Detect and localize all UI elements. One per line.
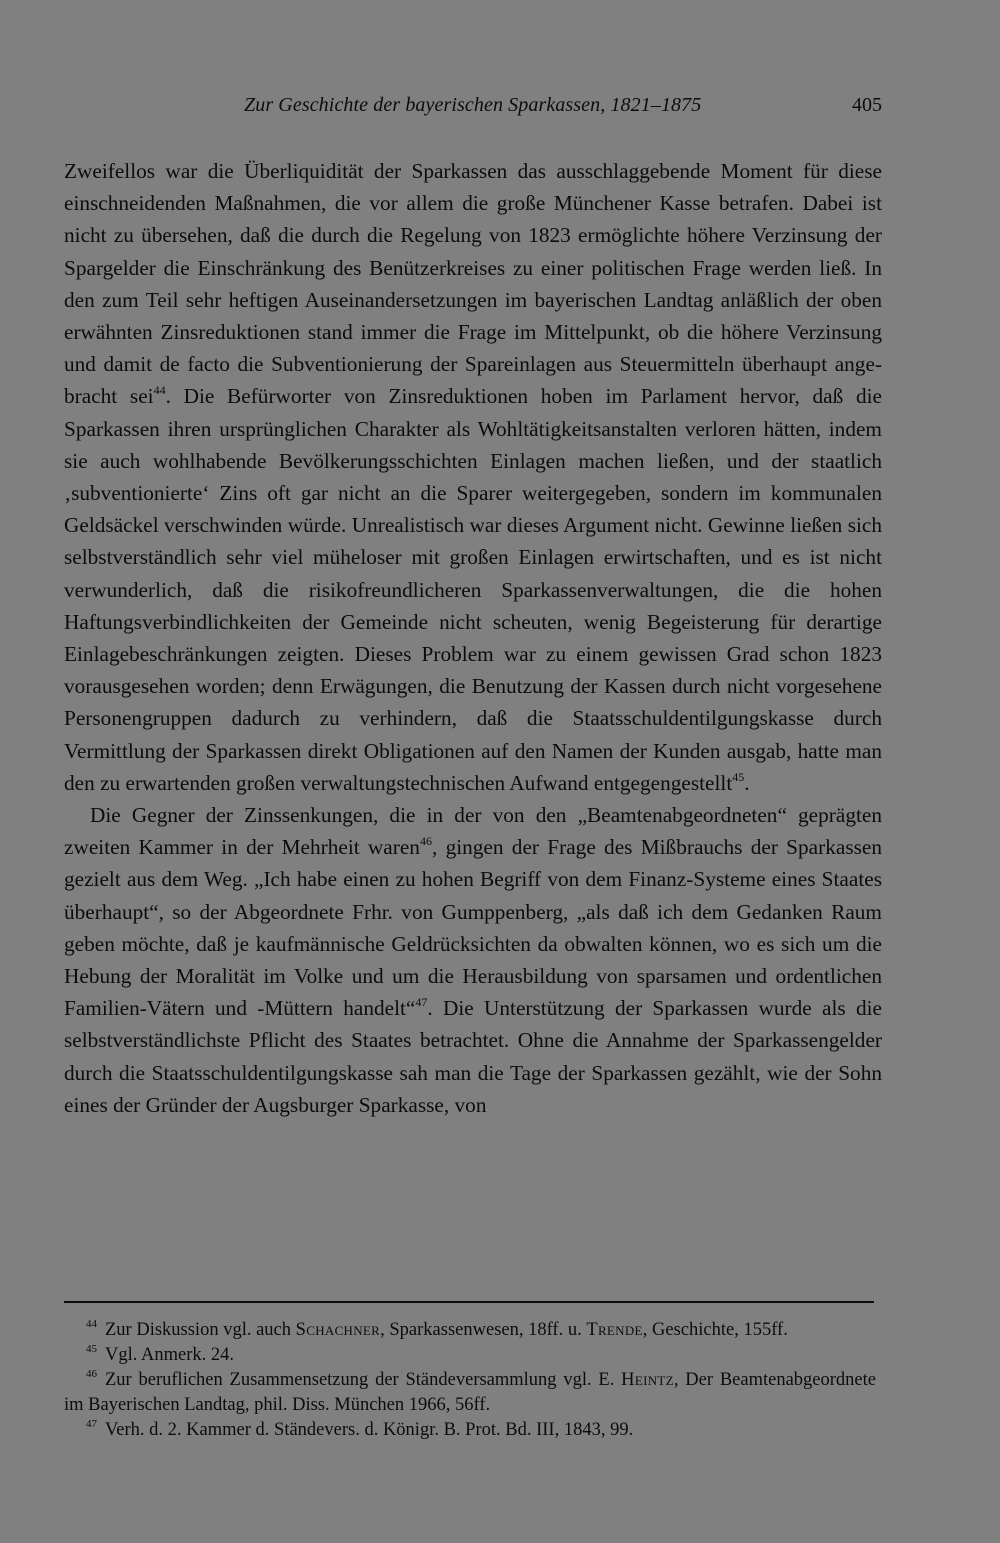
- text-segment: , gingen der Frage des Mißbrauchs der Sparkassen gezielt aus dem Weg. „Ich habe einen zu hohen Begriff von dem Finanz-Systeme eines Staates überhaupt“, so der Abgeordnete Frhr. von Gumppenberg, „als daß ich dem Gedanken Raum geben möchte, daß je kaufmännische Geldrücksichten da obwalten können, wo es sich um die Hebung der Moralität im Volke und um die Herausbildung von sparsamen und ordentlichen Familien-Vätern und -Müttern handelt“: [64, 835, 883, 1021]
- footnote-number: 46: [86, 1368, 97, 1380]
- footnote-text: Zur beruflichen Zusammensetzung der Ständeversammlung vgl. E.: [105, 1370, 622, 1390]
- footnote-reference: 45: [732, 769, 745, 784]
- footnote-number: 45: [86, 1343, 97, 1355]
- footnote-divider: [64, 1301, 874, 1303]
- text-segment: Die Gegner der Zinssenkungen, die in der von den „Beamtenabgeordneten“ geprägten zweiten Kammer in der Mehrheit waren: [64, 803, 882, 860]
- footnote: [64, 1343, 876, 1368]
- footnote: [64, 1318, 876, 1343]
- main-text: [64, 155, 882, 1121]
- footnote-number: 47: [86, 1418, 97, 1430]
- footnote-text: , Sparkassenwesen, 18ff. u.: [380, 1320, 587, 1340]
- author-name: Schachner: [295, 1320, 381, 1340]
- footnote-text: Zur Diskussion vgl. auch: [105, 1320, 296, 1340]
- text-segment: . Die Befürworter von Zinsreduktionen hoben im Parlament hervor, daß die Sparkassen ihren ursprünglichen Charakter als Wohltätigkeitsanstalten verloren hätten, indem sie auch wohlhabende Bevölkerungsschichten Einlagen machen ließen, und der staatlich ‚subventionierte‘ Zins oft gar nicht an die Sparer weitergegeben, sondern im kommunalen Geldsäckel verschwinden würde. Unrealistisch war dieses Argument nicht. Gewinne ließen sich selbstverständlich sehr viel müheloser mit großen Einlagen erwirtschaften, und es ist nicht verwunderlich, daß die risikofreundlicheren Sparkassenverwaltungen, die die hohen Haftungsverbindlichkeiten der Gemeinde nicht scheuten, wenig Begeisterung für derartige Einlagebeschränkungen zeigten. Dieses Problem war zu einem gewissen Grad schon 1823 vorausgesehen worden; denn Erwägungen, die Benutzung der Kassen durch nicht vorgesehene Personengruppen dadurch zu verhindern, daß die Staatsschuldentilgungskasse durch Vermittlung der Sparkassen direkt Obligationen auf den Namen der Kunden ausgab, hatte man den zu erwartenden großen verwaltungstechnischen Aufwand entgegengestellt: [64, 384, 882, 795]
- page-number: 405: [852, 94, 882, 116]
- footnotes: [64, 1318, 876, 1443]
- footnote-text: Verh. d. 2. Kammer d. Ständevers. d. Königr. B. Prot. Bd. III, 1843, 99.: [105, 1420, 634, 1440]
- footnote-reference: 47: [415, 995, 428, 1010]
- author-name: Heintz: [621, 1370, 674, 1390]
- footnote-text: , Geschichte, 155ff.: [642, 1320, 788, 1340]
- footnote: [64, 1418, 876, 1443]
- footnote-text: , Der Beamtenabgeordnete im Bayerischen Landtag, phil. Diss. München 1966, 56ff.: [64, 1370, 876, 1415]
- author-name: Trende: [586, 1320, 643, 1340]
- text-segment: .: [744, 770, 750, 795]
- footnote-text: Vgl. Anmerk. 24.: [105, 1345, 234, 1365]
- paragraph: [64, 155, 882, 799]
- text-segment: . Die Unterstützung der Sparkassen wurde als die selbstverständlichste Pflicht des Staates betrachtet. Ohne die Annahme der Sparkassengelder durch die Staatsschuldentilgungskasse sah man die Tage der Sparkassen gezählt, wie der Sohn eines der Gründer der Augsburger Sparkasse, von: [64, 996, 882, 1117]
- running-title: Zur Geschichte der bayerischen Sparkassen, 1821–1875: [244, 94, 702, 116]
- text-segment: Zweifellos war die Überliquidität der Sparkassen das ausschlaggebende Moment für diese einschneidenden Maßnahmen, die vor allem die große Münchener Kasse betrafen. Dabei ist nicht zu übersehen, daß die durch die Regelung von 1823 ermöglichte höhere Verzinsung der Spargelder die Einschränkung des Benützerkreises zu einer politischen Frage werden ließ. In den zum Teil sehr heftigen Auseinandersetzungen im bayerischen Landtag anläßlich der oben erwähnten Zinsreduktionen stand immer die Frage im Mittelpunkt, ob die höhere Verzinsung und damit de facto die Subventionierung der Spareinlagen aus Steuermitteln überhaupt angebracht sei: [64, 159, 882, 409]
- paragraph: [64, 799, 882, 1121]
- footnote: [64, 1368, 876, 1418]
- footnote-reference: 44: [153, 383, 166, 398]
- footnote-reference: 46: [419, 834, 432, 849]
- footnote-number: 44: [86, 1318, 97, 1330]
